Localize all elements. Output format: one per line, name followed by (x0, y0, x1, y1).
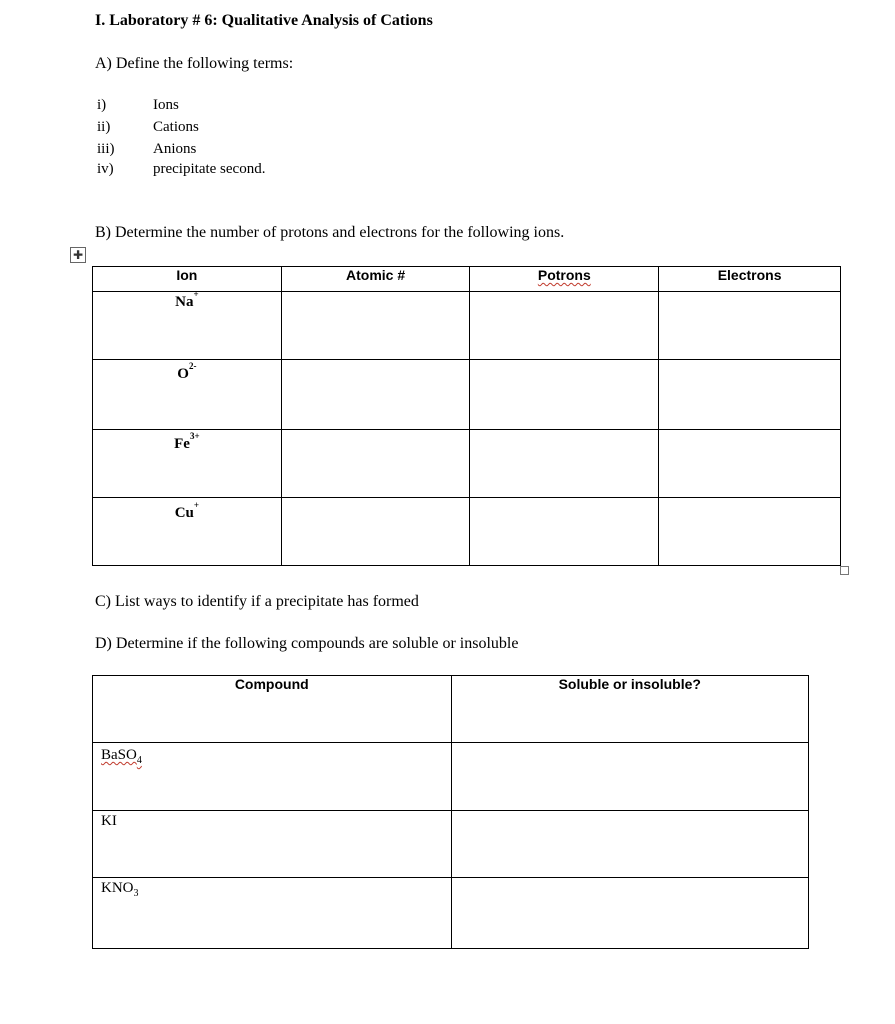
atomic-number-cell[interactable] (281, 498, 470, 566)
table-row (93, 811, 809, 878)
atomic-number-cell[interactable] (281, 430, 470, 498)
ion-symbol: Fe (174, 436, 190, 452)
solubility-cell[interactable] (451, 743, 809, 811)
ion-cell[interactable] (93, 430, 282, 498)
section-a-heading: A) Define the following terms: (95, 55, 294, 72)
compound-subscript: 3 (133, 888, 139, 899)
ion-charge: 3+ (189, 431, 200, 441)
ion-charge: 2- (188, 361, 197, 371)
term-text: precipitate second. (153, 161, 266, 177)
resize-handle-icon[interactable] (840, 566, 849, 575)
term-number: ii) (97, 119, 111, 135)
term-text: Ions (153, 97, 179, 113)
ion-charge: + (193, 289, 199, 299)
header-solubility: Soluble or insoluble? (451, 676, 809, 743)
electrons-cell[interactable] (659, 430, 841, 498)
ion-cell[interactable] (93, 360, 282, 430)
compound-subscript: 4 (136, 755, 142, 766)
electrons-cell[interactable] (659, 360, 841, 430)
electrons-cell[interactable] (659, 292, 841, 360)
section-b-heading: B) Determine the number of protons and electrons for the following ions. (95, 224, 565, 241)
table-row (93, 498, 841, 566)
page-title: I. Laboratory # 6: Qualitative Analysis of Cations (95, 12, 433, 29)
header-atomic-number: Atomic # (281, 267, 470, 292)
term-text: Anions (153, 141, 197, 157)
protons-cell[interactable] (470, 292, 659, 360)
ions-table-header-row (93, 267, 841, 292)
ion-cell[interactable] (93, 498, 282, 566)
term-number: iii) (97, 141, 115, 157)
table-row (93, 360, 841, 430)
term-number: i) (97, 97, 107, 113)
compound-cell[interactable] (93, 743, 452, 811)
protons-cell[interactable] (470, 498, 659, 566)
compound-formula: BaSO (101, 747, 137, 763)
solubility-cell[interactable] (451, 878, 809, 949)
table-row (93, 878, 809, 949)
header-protons-text: Potrons (537, 267, 591, 283)
header-ion: Ion (93, 267, 282, 292)
ion-symbol: Cu (174, 505, 194, 521)
solubility-cell[interactable] (451, 811, 809, 878)
compound-formula: KNO (101, 880, 134, 896)
compound-formula: KI (101, 813, 117, 829)
header-protons (470, 267, 659, 292)
table-row (93, 292, 841, 360)
table-row (93, 743, 809, 811)
table-row (93, 430, 841, 498)
solubility-table-header-row (93, 676, 809, 743)
header-compound: Compound (93, 676, 452, 743)
compound-cell[interactable] (93, 811, 452, 878)
move-cross-icon[interactable]: ✚ (70, 247, 86, 263)
protons-cell[interactable] (470, 430, 659, 498)
compound-cell[interactable] (93, 878, 452, 949)
protons-cell[interactable] (470, 360, 659, 430)
ion-cell[interactable] (93, 289, 282, 360)
electrons-cell[interactable] (659, 498, 841, 566)
header-electrons: Electrons (659, 267, 841, 292)
section-c-heading: C) List ways to identify if a precipitate has formed (95, 593, 419, 610)
atomic-number-cell[interactable] (281, 360, 470, 430)
ions-table (92, 266, 841, 566)
atomic-number-cell[interactable] (281, 292, 470, 360)
ion-charge: + (193, 500, 200, 510)
section-d-heading: D) Determine if the following compounds are soluble or insoluble (95, 635, 519, 652)
ion-symbol: Na (175, 294, 194, 310)
solubility-table (92, 675, 809, 949)
ion-symbol: O (177, 366, 189, 382)
term-text: Cations (153, 119, 199, 135)
term-number: iv) (97, 161, 114, 177)
